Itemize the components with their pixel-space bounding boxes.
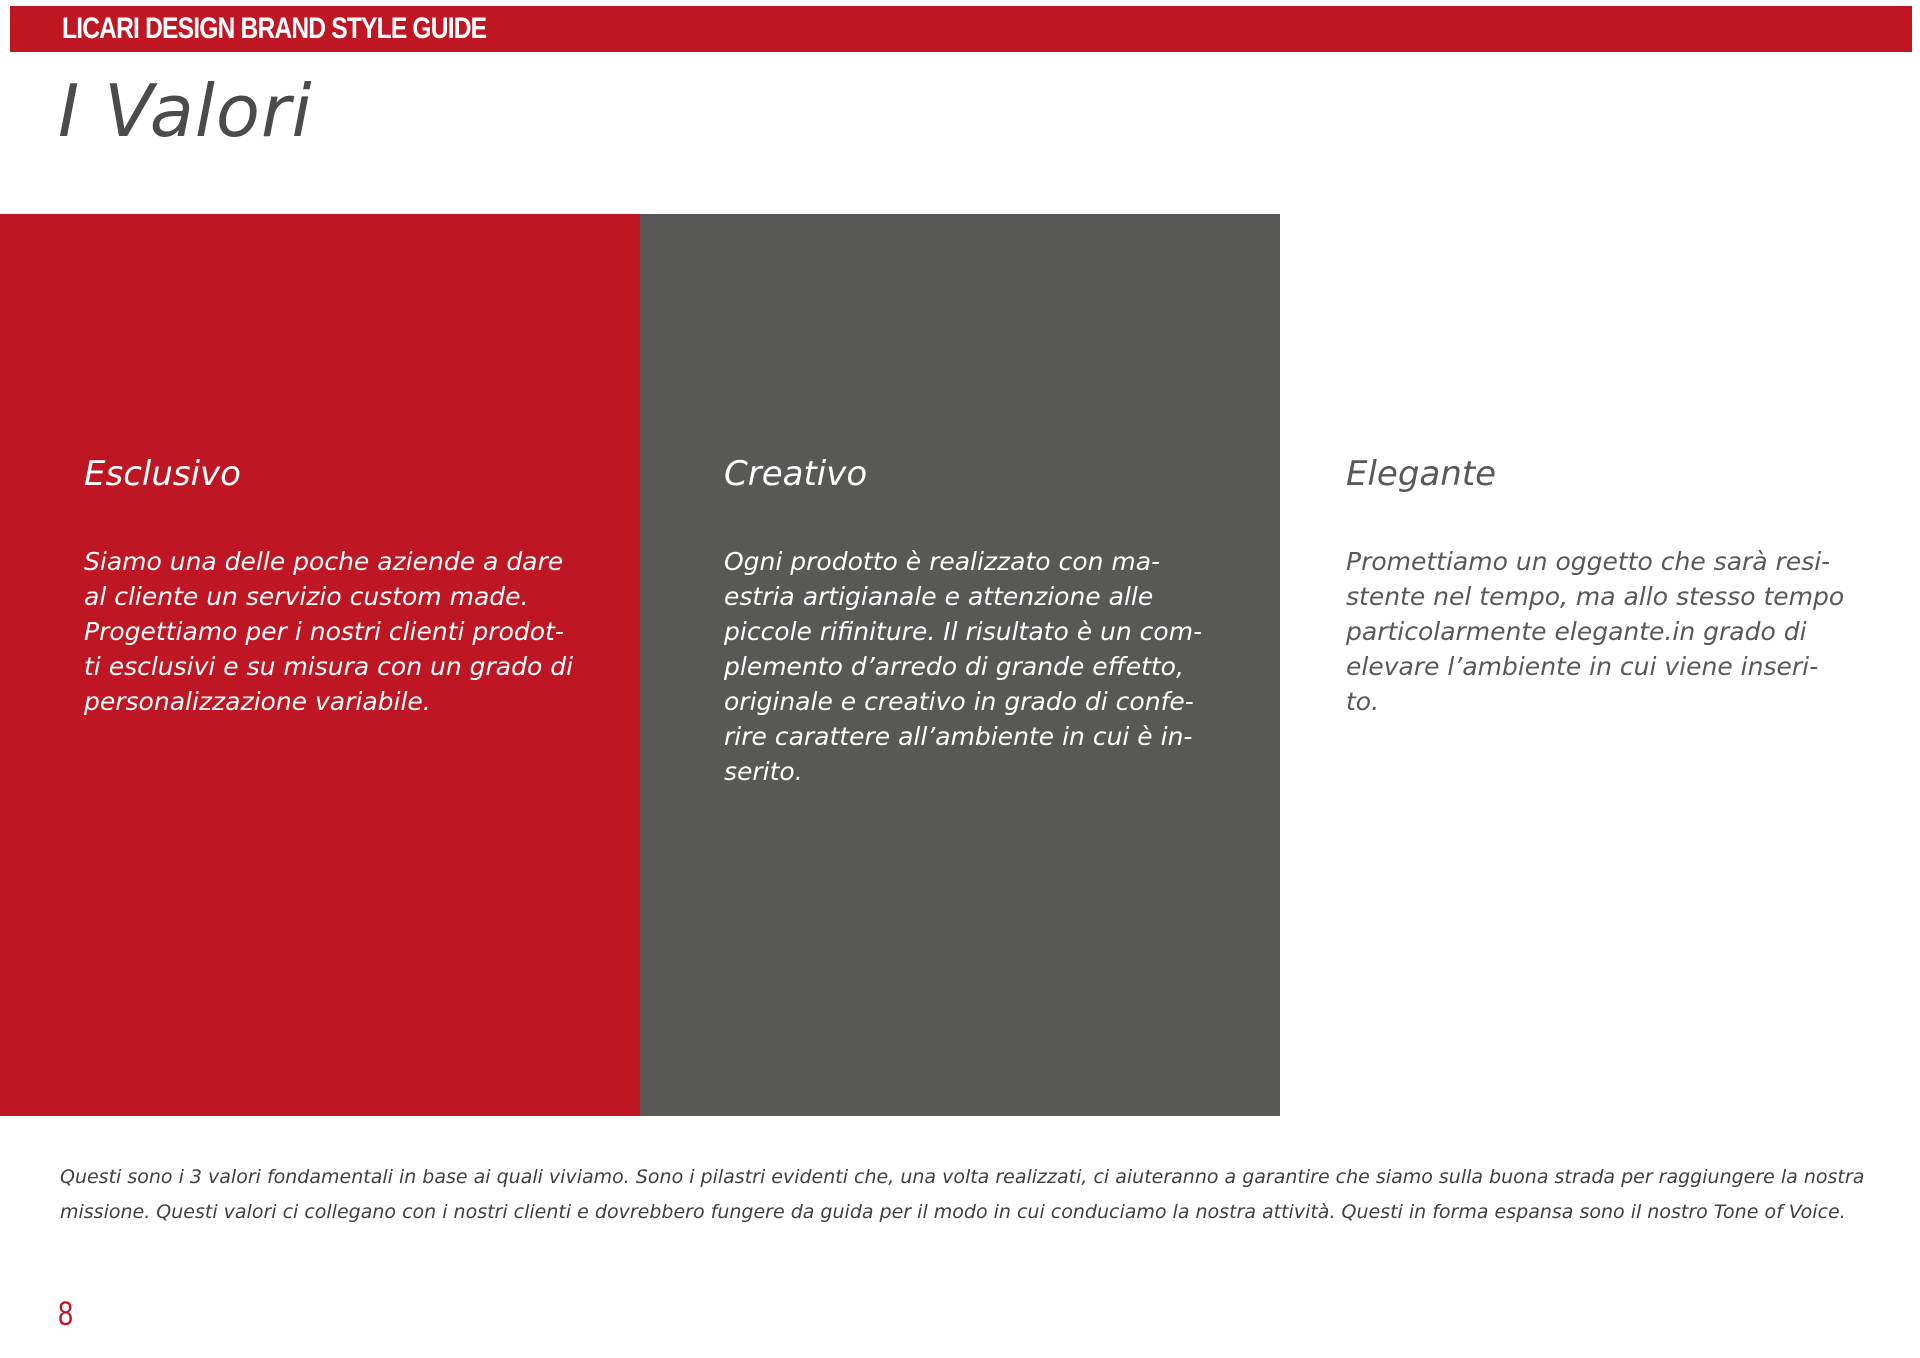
header-bar — [10, 6, 1912, 52]
value-heading-esclusivo: Esclusivo — [84, 454, 241, 494]
footer-note: Questi sono i 3 valori fondamentali in base ai quali viviamo. Sono i pilastri evidenti che, una volta realizzati, ci aiuteranno a garantire che siamo sulla buona strada per raggiungere la nostra missione. Questi valori ci collegano con i nostri clienti e dovrebbero fungere da guida per il modo in cui conduciamo la nostra attività. Questi in forma espansa sono il nostro Tone of Voice. — [60, 1166, 1865, 1223]
value-text-elegante: Promettiamo un oggetto che sarà resi- stente nel tempo, ma allo stesso tempo particolarmente elegante.in grado di elevare l’ambiente in cui viene inseri- to. — [1346, 547, 1845, 716]
value-text-creativo: Ogni prodotto è realizzato con ma- estria artigianale e attenzione alle piccole rifiniture. Il risultato è un com- plemento d’arredo di grande effetto, originale e creativo in grado di confe- rire carattere all’ambiente in cui è in- serito. — [724, 547, 1203, 786]
value-panel-elegante — [1280, 214, 1920, 1116]
value-panel-esclusivo — [0, 214, 640, 1116]
page-number: 8 — [58, 1295, 74, 1333]
value-heading-creativo: Creativo — [724, 454, 868, 494]
header-title: LICARI DESIGN BRAND STYLE GUIDE — [62, 12, 487, 45]
page-title: I Valori — [58, 69, 313, 153]
value-heading-elegante: Elegante — [1346, 454, 1497, 494]
value-panel-creativo — [640, 214, 1280, 1116]
value-text-esclusivo: Siamo una delle poche aziende a dare al cliente un servizio custom made. Progettiamo per i nostri clienti prodot- ti esclusivi e su misura con un grado di personalizzazione variabile. — [84, 547, 574, 716]
